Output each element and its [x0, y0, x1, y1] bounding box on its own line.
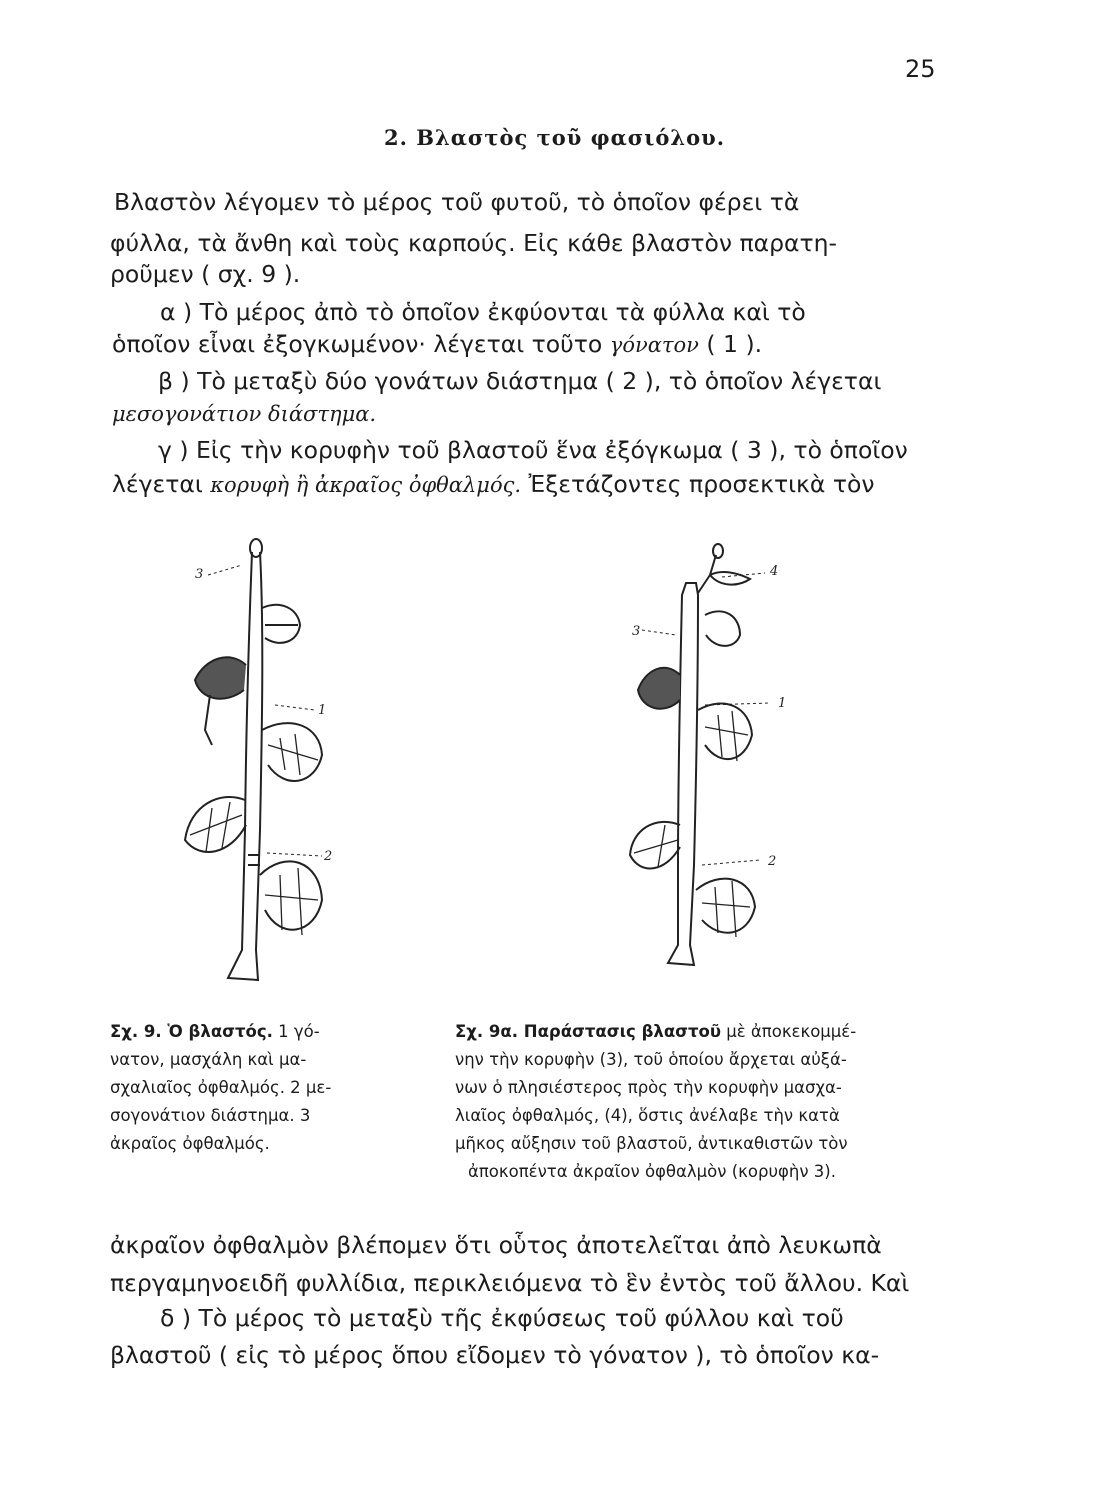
figure-9a-label-node: 1	[778, 696, 787, 711]
figure-9a-illustration	[610, 535, 860, 995]
text-line	[112, 330, 762, 358]
figure-9a-caption-line: μῆκος αὔξησιν τοῦ βλαστοῦ, ἀντικαθιστῶν τὸν	[455, 1134, 848, 1153]
figure-9a-caption-line: ἀποκοπέντα ἀκραῖον ὀφθαλμὸν (κορυφὴν 3).	[468, 1162, 836, 1181]
term-koryfi: κορυφὴ ἢ ἀκραῖος ὀφθαλμός.	[210, 473, 522, 497]
text-line: ὁποῖον εἶναι ἐξογκωμένον· λέγεται τοῦτο	[112, 330, 610, 358]
text-line: Βλαστὸν λέγομεν τὸ μέρος τοῦ φυτοῦ, τὸ ὁποῖον φέρει τὰ	[114, 188, 800, 216]
text-line: γ ) Εἰς τὴν κορυφὴν τοῦ βλαστοῦ ἕνα ἐξόγκωμα ( 3 ), τὸ ὁποῖον	[158, 436, 908, 464]
term-gonaton: γόνατον	[609, 333, 699, 357]
text-line	[114, 188, 943, 216]
figure-9a-caption-label: Σχ. 9α. Παράστασις βλαστοῦ	[455, 1022, 722, 1041]
figure-9-caption-line	[110, 1022, 320, 1041]
text-line	[112, 399, 376, 427]
figure-9-label-node: 1	[318, 703, 327, 718]
figure-9a-label-internode: 2	[768, 854, 777, 869]
figure-9-drawing	[150, 530, 400, 1010]
figure-9-caption-line: σχαλιαῖος ὀφθαλμός. 2 με-	[110, 1078, 332, 1097]
figure-9-label-internode: 2	[324, 849, 333, 864]
figure-9a-caption-line: νων ὁ πλησιέστερος πρὸς τὴν κορυφὴν μασχα-	[455, 1078, 842, 1097]
text-line: περγαμηνοειδῆ φυλλίδια, περικλειόμενα τὸ ἓν ἐντὸς τοῦ ἄλλου. Καὶ	[110, 1269, 910, 1297]
figure-9-illustration	[150, 530, 400, 1010]
text-line: λέγεται	[112, 470, 211, 498]
text-line: Ἐξετάζοντες προσεκτικὰ τὸν	[521, 470, 875, 498]
text-line: φύλλα, τὰ ἄνθη καὶ τοὺς καρπούς. Εἰς κάθε βλαστὸν παρατη-	[110, 229, 838, 257]
text-line: ἀκραῖον ὀφθαλμὸν βλέπομεν ὅτι οὗτος ἀποτελεῖται ἀπὸ λευκωπὰ	[110, 1231, 882, 1259]
text-line: β ) Τὸ μεταξὺ δύο γονάτων διάστημα ( 2 ), τὸ ὁποῖον λέγεται	[158, 367, 882, 395]
figure-9-caption-label: Σχ. 9. Ὁ βλαστός.	[110, 1022, 273, 1041]
figure-9-caption-text: 1 γό-	[272, 1022, 320, 1041]
figure-9a-caption-line: νην τὴν κορυφὴν (3), τοῦ ὁποίου ἄρχεται αὐξά-	[455, 1050, 847, 1069]
figure-9-caption-line: νατον, μασχάλη καὶ μα-	[110, 1050, 307, 1069]
text-line: α ) Τὸ μέρος ἀπὸ τὸ ὁποῖον ἐκφύονται τὰ φύλλα καὶ τὸ	[160, 298, 806, 326]
figure-9a-caption-line: λιαῖος ὀφθαλμός, (4), ὅστις ἀνέλαβε τὴν κατὰ	[455, 1106, 840, 1125]
figure-9a-label-cut-tip: 3	[632, 624, 641, 639]
figure-9a-caption-line	[455, 1022, 856, 1041]
text-line: δ ) Τὸ μέρος τὸ μεταξὺ τῆς ἐκφύσεως τοῦ φύλλου καὶ τοῦ	[160, 1304, 844, 1332]
figure-9a-label-new-tip: 4	[770, 564, 779, 579]
text-line	[112, 470, 875, 498]
figure-9-caption-line: ἀκραῖος ὀφθαλμός.	[110, 1134, 270, 1153]
section-title: 2. Βλαστὸς τοῦ φασιόλου.	[384, 125, 726, 150]
page-number: 25	[905, 55, 936, 83]
figure-9a-caption-text: μὲ ἀποκεκομμέ-	[721, 1022, 857, 1041]
text-line: ( 1 ).	[698, 330, 763, 358]
figure-9-label-tip: 3	[195, 567, 204, 582]
figure-9-caption-line: σογονάτιον διάστημα. 3	[110, 1106, 311, 1125]
figure-9a-drawing	[610, 535, 860, 995]
term-mesogonation: μεσογονάτιον διάστημα.	[112, 402, 377, 426]
text-line: ροῦμεν ( σχ. 9 ).	[110, 260, 301, 288]
text-line: βλαστοῦ ( εἰς τὸ μέρος ὅπου εἴδομεν τὸ γόνατον ), τὸ ὁποῖον κα-	[110, 1341, 880, 1369]
